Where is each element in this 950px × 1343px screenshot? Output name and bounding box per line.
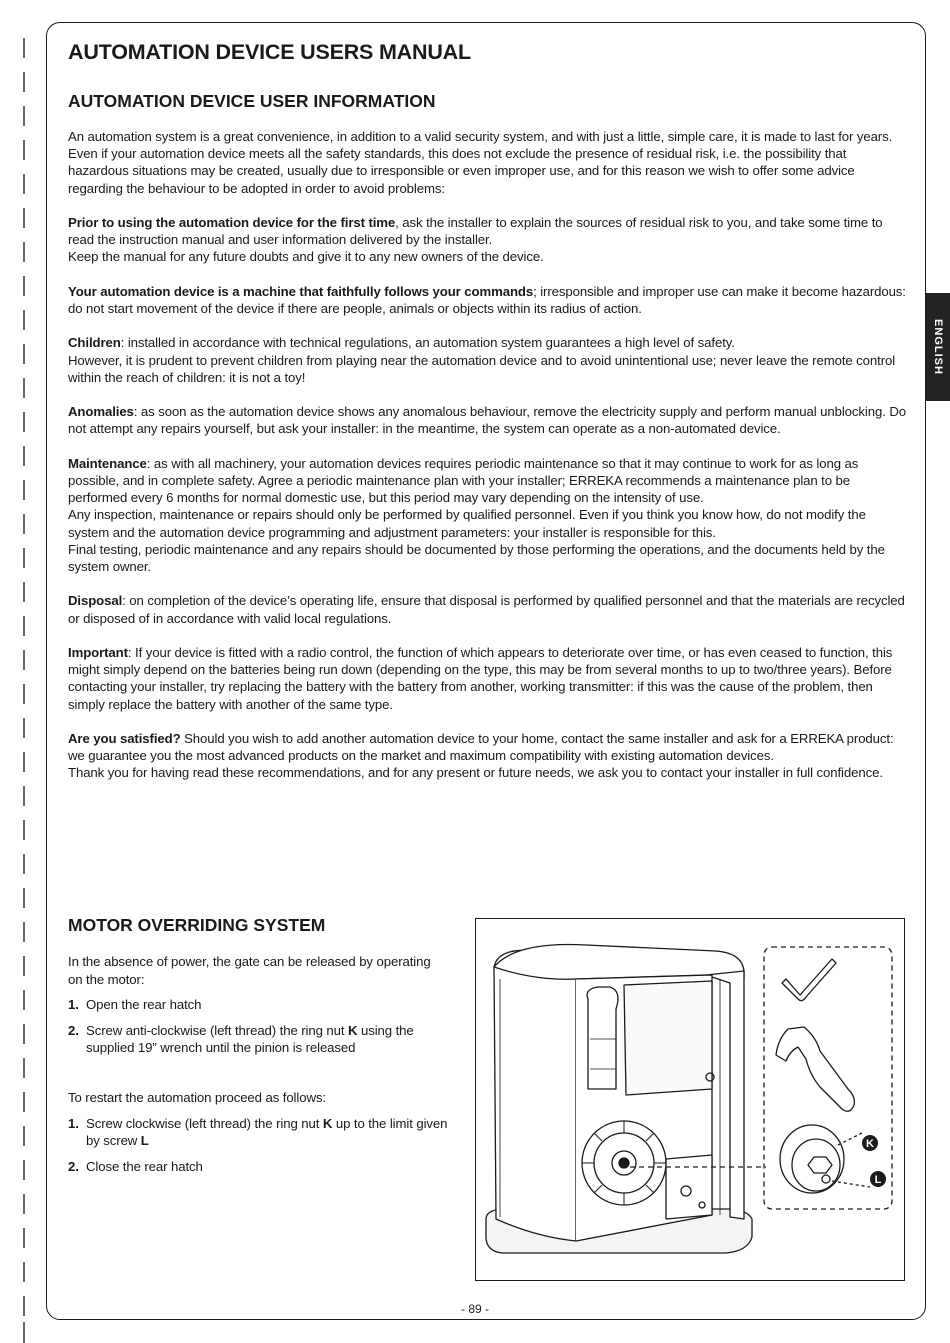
disposal-line [68,592,906,626]
step-number: 2. [68,1022,79,1038]
step-number: 1. [68,1115,79,1131]
machine-label: Your automation device is a machine that faithfully follows your commands [68,283,534,299]
step-text: up to the limit given by screw [86,1115,448,1149]
language-tab [926,293,950,401]
language-tab-label: ENGLISH [932,319,944,375]
maintenance-line [68,455,906,507]
maintenance-line: Any inspection, maintenance or repairs should only be performed by qualified personnel. Even if you think you know how, do not modify the system and the automation device programming and adjustment parameters: your installer is responsible for this. [68,507,866,540]
satisfied-text: Should you wish to add another automation device to your home, contact the same installer and ask for a ERREKA product: we guarantee you the most advanced products on the market and maximum compatibility with existing automation devices. [68,730,894,764]
page-number: - 89 - [460,1302,489,1316]
housing-top [494,944,744,979]
important-text: : If your device is fitted with a radio control, the function of which appears to deteriorate over time, or has even ceased to function, this might simply depend on the batteries being run down (depending on the type, this may be from several months to up to two/three years). Before contacting your installer, try replacing the battery with the battery from another, working transmitter: if this was the cause of the problem, then simply replace the battery with another of the same type. [68,644,893,712]
anomalies-paragraph [68,403,906,437]
prior-label: Prior to using the automation device for the first time [68,215,396,230]
step-text: Screw clockwise (left thread) the ring nut [86,1115,323,1131]
satisfied-line: Thank you for having read these recommendations, and for any present or future needs, we ask you to contact your installer in full confidence. [68,765,883,781]
list-item [68,1115,448,1150]
step-number: 1. [68,997,79,1013]
maintenance-line: Final testing, periodic maintenance and any repairs should be documented by those performing the operations, and the documents held by the system owner. [68,541,885,574]
step-text: Open the rear hatch [86,997,202,1013]
ring-nut-k [808,1157,832,1173]
children-label: Children [68,335,121,351]
restart-intro: To restart the automation proceed as follows: [68,1089,326,1105]
motor-heading: MOTOR OVERRIDING SYSTEM [68,915,326,935]
control-board [624,981,712,1095]
anomalies-line [68,403,906,437]
motor-illustration [476,919,906,1282]
disposal-paragraph [68,592,906,626]
housing-front [494,950,576,1241]
maintenance-paragraph [68,455,906,575]
restart-steps [68,1115,448,1176]
maintenance-label: Maintenance [68,455,147,471]
motor-body [68,953,448,1183]
wrench-icon [776,1027,854,1111]
prior-paragraph [68,214,906,266]
important-line [68,644,906,713]
callout-k [862,1135,878,1151]
release-steps [68,996,448,1057]
intro-line: An automation system is a great convenience, in addition to a valid security system, and with just a little, simple care, it is made to last for years. [68,129,893,144]
step-number: 2. [68,1158,79,1174]
machine-line [68,283,906,317]
step-bold: K [322,1115,333,1131]
maintenance-text: : as with all machinery, your automation devices requires periodic maintenance so that it may continue to work for as long as possible, and in complete safety. Agree a periodic maintenance plan with your installer; ERREKA recommends a maintenance plan to be performed every 6 months for normal domestic use, but this period may vary depending on the intensity of use. [68,455,859,506]
user-info-body [68,128,906,799]
list-item [68,1158,448,1176]
step-bold: L [140,1133,149,1149]
callout-l [870,1171,886,1187]
intro-paragraph [68,128,906,197]
children-paragraph [68,334,906,386]
step-text: Screw anti-clockwise (left thread) the ring nut [86,1022,348,1038]
satisfied-line [68,730,906,764]
motor-release-figure [475,918,905,1281]
children-line: However, it is prudent to prevent children from playing near the automation device and to avoid unintentional use; never leave the remote control within the reach of children: it is not a toy! [68,352,896,385]
satisfied-paragraph [68,730,906,782]
list-item [68,996,448,1014]
intro-line: Even if your automation device meets all the safety standards, this does not exclude the presence of residual risk, i.e. the possibility that hazardous situations may be created, usually due to irresponsible or even improper use, and for this reason we wish to offer some advice regarding the behaviour to be adopted in order to avoid problems: [68,146,855,196]
list-item [68,1022,448,1057]
important-label: Important [68,644,128,660]
prior-text: , ask the installer to explain the sources of residual risk to you, and take some time to read the instruction manual and user information delivered by the installer. [68,215,883,248]
document-title: AUTOMATION DEVICE USERS MANUAL [68,40,471,64]
machine-text: ; irresponsible and improper use can make it become hazardous: do not start movement of the device if there are people, animals or objects within its radius of action. [68,283,906,316]
anomalies-label: Anomalies [68,404,134,420]
satisfied-label: Are you satisfied? [68,730,181,746]
step-text: using the supplied 19” wrench until the pinion is released [86,1022,414,1056]
disposal-label: Disposal [68,593,123,609]
step-text: Close the rear hatch [86,1158,203,1174]
transformer [587,987,618,1089]
anomalies-text: : as soon as the automation device shows any anomalous behaviour, remove the electricity supply and perform manual unblocking. Do not attempt any repairs yourself, but ask your installer: in the meantime, the system can operate as a non-automated device. [68,404,906,437]
user-info-heading: AUTOMATION DEVICE USER INFORMATION [68,91,436,111]
disposal-text: : on completion of the device’s operating life, ensure that disposal is performed by qualified personnel and that the materials are recycled or disposed of in accordance with valid local regulations. [68,593,905,626]
children-line [68,334,906,351]
children-text: : installed in accordance with technical regulations, an automation system guarantees a high level of safety. [120,335,735,351]
hex-key-icon [782,959,836,1001]
motor-intro: In the absence of power, the gate can be released by operating on the motor: [68,954,431,987]
prior-line [68,214,906,248]
callout-k-label: K [866,1138,874,1150]
important-paragraph [68,644,906,713]
machine-paragraph [68,283,906,317]
callout-l-label: L [874,1174,882,1186]
step-bold: K [348,1022,358,1038]
crop-marks [0,0,30,1343]
prior-line: Keep the manual for any future doubts and give it to any new owners of the device. [68,249,544,265]
